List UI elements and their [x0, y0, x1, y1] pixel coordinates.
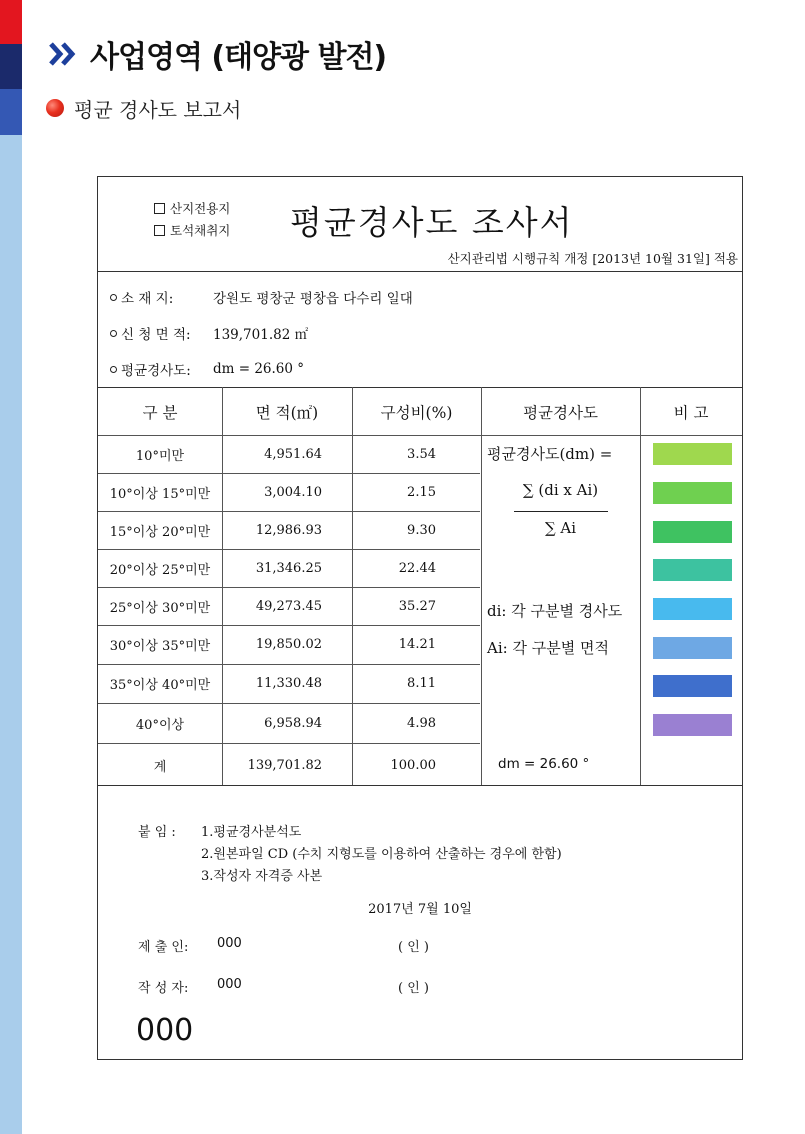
cell-range: 10°미만	[135, 448, 185, 464]
cell-ratio: 100.00	[390, 757, 436, 773]
attach-item: 2.원본파일 CD (수치 지형도를 이용하여 산출하는 경우에 한함)	[201, 847, 562, 862]
cell-ratio: 9.30	[407, 522, 436, 538]
info-label: 소 재 지:	[121, 291, 174, 307]
circle-bullet-icon	[110, 366, 117, 373]
attach-label: 붙 임 :	[138, 825, 176, 840]
cell-ratio: 8.11	[407, 675, 436, 691]
submitter-label: 제 출 인:	[138, 940, 189, 955]
cell-area: 3,004.10	[264, 484, 322, 500]
red-bullet-icon	[46, 99, 64, 117]
page-title: 사업영역 (태양광 발전)	[90, 40, 387, 75]
cell-range: 25°이상 30°미만	[109, 600, 211, 616]
cell-ratio: 14.21	[398, 636, 436, 652]
info-value: dm = 26.60 °	[213, 361, 305, 377]
double-chevron-icon	[46, 36, 86, 72]
info-slope	[110, 359, 304, 379]
table-header: 평균경사도	[523, 404, 598, 422]
legend-di: di: 각 구분별 경사도	[487, 602, 623, 620]
attach-item: 3.작성자 자격증 사본	[201, 869, 323, 884]
cell-range: 35°이상 40°미만	[109, 677, 211, 693]
info-label: 평균경사도:	[121, 363, 191, 379]
cell-ratio: 22.44	[398, 560, 436, 576]
cell-area: 4,951.64	[264, 446, 322, 462]
formula-denominator: ∑ Ai	[544, 519, 577, 537]
cell-area: 139,701.82	[247, 757, 322, 773]
legend-ai: Ai: 각 구분별 면적	[487, 639, 609, 657]
checkbox-forest-conversion	[154, 199, 230, 217]
cell-area: 6,958.94	[264, 715, 322, 731]
divider	[98, 785, 742, 786]
cell-range: 40°이상	[135, 717, 185, 733]
checkbox-earth-extraction	[154, 221, 230, 239]
formula-numerator: ∑ (di x Ai)	[522, 481, 599, 499]
cell-area: 11,330.48	[255, 675, 322, 691]
signature: 000	[136, 1013, 194, 1048]
color-swatch	[653, 521, 732, 543]
author-name: 000	[217, 977, 242, 992]
color-swatch	[653, 675, 732, 697]
checkbox-icon	[154, 225, 165, 236]
cell-range: 계	[153, 759, 167, 775]
cell-area: 19,850.02	[255, 636, 322, 652]
table-header: 구성비(%)	[380, 404, 453, 422]
checkbox-icon	[154, 203, 165, 214]
circle-bullet-icon	[110, 330, 117, 337]
table-header: 비 고	[673, 404, 709, 422]
color-swatch	[653, 443, 732, 465]
cell-area: 31,346.25	[255, 560, 322, 576]
info-value: 139,701.82 ㎡	[213, 327, 309, 343]
document-title: 평균경사도 조사서	[290, 203, 574, 242]
checkbox-label: 토석채취지	[170, 223, 231, 238]
table-header: 면 적(㎡)	[255, 404, 319, 422]
grid-col-line	[640, 387, 641, 785]
color-swatch	[653, 714, 732, 736]
divider	[98, 271, 742, 272]
cell-range: 20°이상 25°미만	[109, 562, 211, 578]
info-value: 강원도 평창군 평창읍 다수리 일대	[213, 291, 413, 307]
cell-range: 30°이상 35°미만	[109, 638, 211, 654]
report-date: 2017년 7월 10일	[368, 902, 472, 917]
fraction-bar	[514, 511, 608, 512]
attach-item: 1.평균경사분석도	[201, 825, 302, 840]
color-swatch	[653, 559, 732, 581]
formula-line: 평균경사도(dm) =	[487, 445, 613, 463]
color-swatch	[653, 598, 732, 620]
regulation-note: 산지관리법 시행규칙 개정 [2013년 10월 31일] 적용	[447, 251, 738, 266]
submitter-seal: ( 인 )	[398, 940, 429, 955]
checkbox-label: 산지전용지	[170, 201, 231, 216]
cell-area: 12,986.93	[255, 522, 322, 538]
author-seal: ( 인 )	[398, 981, 429, 996]
dm-result: dm = 26.60 °	[498, 756, 590, 772]
grid-line	[98, 743, 480, 744]
table-header: 구 분	[142, 404, 178, 422]
submitter-name: 000	[217, 936, 242, 951]
color-swatch	[653, 637, 732, 659]
cell-ratio: 2.15	[407, 484, 436, 500]
grid-col-line	[481, 387, 482, 785]
sidebar-accent-blue	[0, 89, 22, 135]
info-area	[110, 323, 308, 343]
author-label: 작 성 자:	[138, 981, 189, 996]
cell-ratio: 3.54	[407, 446, 436, 462]
page-header	[46, 34, 386, 74]
sidebar-accent-red	[0, 0, 22, 44]
sidebar-strip	[0, 0, 22, 1134]
slope-report-document	[97, 176, 743, 1060]
section-title: 평균 경사도 보고서	[74, 97, 242, 122]
sidebar-accent-navy	[0, 44, 22, 89]
cell-range: 10°이상 15°미만	[109, 486, 211, 502]
info-label: 신 청 면 적:	[121, 327, 191, 343]
info-location	[110, 287, 413, 307]
cell-ratio: 35.27	[398, 598, 436, 614]
circle-bullet-icon	[110, 294, 117, 301]
color-swatch	[653, 482, 732, 504]
section-header	[46, 96, 241, 120]
cell-area: 49,273.45	[255, 598, 322, 614]
cell-ratio: 4.98	[407, 715, 436, 731]
cell-range: 15°이상 20°미만	[109, 524, 211, 540]
divider	[98, 387, 742, 388]
